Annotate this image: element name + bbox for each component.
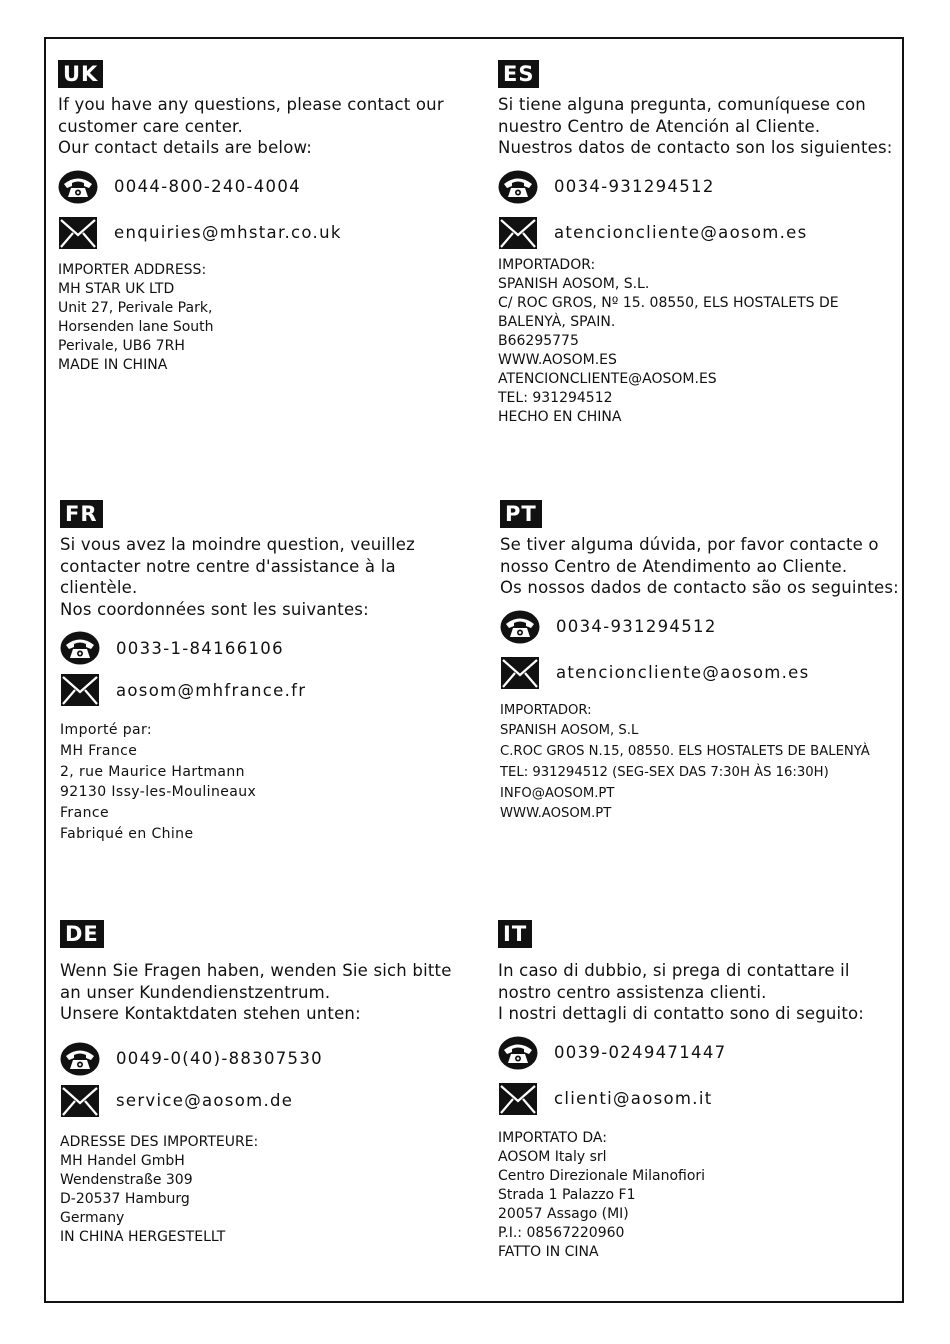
section-uk xyxy=(58,60,468,375)
envelope-icon xyxy=(498,1081,538,1117)
section-pt xyxy=(500,500,910,825)
email-row-fr xyxy=(60,672,470,708)
country-badge-de: DE xyxy=(60,920,104,948)
phone-number-it[interactable]: 0039-0249471447 xyxy=(554,1043,727,1062)
importer-address-it: IMPORTATO DA: AOSOM Italy srl Centro Direzionale Milanofiori Strada 1 Palazzo F1 20057 Assago (MI) P.I.: 08567220960 FATTO IN CINA xyxy=(498,1129,706,1260)
phone-number-fr[interactable]: 0033-1-84166106 xyxy=(116,638,284,658)
email-address-uk[interactable]: enquiries@mhstar.co.uk xyxy=(114,223,342,242)
phone-row-it xyxy=(498,1035,908,1071)
phone-number-pt[interactable]: 0034-931294512 xyxy=(556,617,717,636)
section-es xyxy=(498,60,908,427)
intro-text-it: In caso di dubbio, si prega di contattare il nostro centro assistenza clienti. I nostri dettagli di contatto sono di seguito: xyxy=(498,961,865,1023)
intro-text-es: Si tiene alguna pregunta, comuníquese con nuestro Centro de Atención al Cliente. Nuestros datos de contacto son los siguientes: xyxy=(498,95,893,157)
intro-text-pt: Se tiver alguma dúvida, por favor contacte o nosso Centro de Atendimento ao Cliente. Os nossos dados de contacto são os seguintes: xyxy=(500,535,899,597)
importer-address-uk: IMPORTER ADDRESS: MH STAR UK LTD Unit 27, Perivale Park, Horsenden lane South Perivale, UB6 7RH MADE IN CHINA xyxy=(58,261,214,373)
phone-row-pt xyxy=(500,609,910,645)
country-badge-pt: PT xyxy=(500,500,542,528)
phone-number-de[interactable]: 0049-0(40)-88307530 xyxy=(116,1049,323,1068)
envelope-icon xyxy=(60,672,100,708)
envelope-icon xyxy=(60,1083,100,1119)
telephone-icon xyxy=(498,169,538,205)
envelope-icon xyxy=(58,215,98,251)
email-address-pt[interactable]: atencioncliente@aosom.es xyxy=(556,663,810,682)
envelope-icon xyxy=(498,215,538,251)
email-row-es xyxy=(498,215,908,251)
envelope-icon xyxy=(500,655,540,691)
phone-row-es xyxy=(498,169,908,205)
phone-row-fr xyxy=(60,630,470,666)
email-address-es[interactable]: atencioncliente@aosom.es xyxy=(554,223,808,242)
telephone-icon xyxy=(60,1041,100,1077)
importer-address-es: IMPORTADOR: SPANISH AOSOM, S.L. C/ ROC GROS, Nº 15. 08550, ELS HOSTALETS DE BALENYÀ, SPAIN. B66295775 WWW.AOSOM.ES ATENCIONCLIENTE@AOSOM.ES TEL: 931294512 HECHO EN CHINA xyxy=(498,256,839,425)
telephone-icon xyxy=(498,1035,538,1071)
telephone-icon xyxy=(60,630,100,666)
phone-number-es[interactable]: 0034-931294512 xyxy=(554,177,715,196)
section-fr xyxy=(60,500,470,845)
email-address-it[interactable]: clienti@aosom.it xyxy=(554,1089,713,1108)
phone-row-de xyxy=(60,1041,470,1077)
importer-address-de: ADRESSE DES IMPORTEURE: MH Handel GmbH Wendenstraße 309 D-20537 Hamburg Germany IN CHINA HERGESTELLT xyxy=(60,1133,259,1245)
email-row-de xyxy=(60,1083,470,1119)
country-badge-uk: UK xyxy=(58,60,103,88)
country-badge-es: ES xyxy=(498,60,539,88)
importer-address-fr: Importé par: MH France 2, rue Maurice Hartmann 92130 Issy-les-Moulineaux France Fabriqué en Chine xyxy=(60,722,257,842)
email-row-pt xyxy=(500,655,910,691)
importer-address-pt: IMPORTADOR: SPANISH AOSOM, S.L C.ROC GROS N.15, 08550. ELS HOSTALETS DE BALENYÀ TEL: 931294512 (SEG-SEX DAS 7:30H ÀS 16:30H) INFO@AOSOM.PT WWW.AOSOM.PT xyxy=(500,702,870,822)
phone-row-uk xyxy=(58,169,468,205)
intro-text-de: Wenn Sie Fragen haben, wenden Sie sich bitte an unser Kundendienstzentrum. Unsere Kontaktdaten stehen unten: xyxy=(60,961,452,1023)
email-address-fr[interactable]: aosom@mhfrance.fr xyxy=(116,680,307,700)
email-row-uk xyxy=(58,215,468,251)
intro-text-uk: If you have any questions, please contact our customer care center. Our contact details are below: xyxy=(58,95,444,157)
phone-number-uk[interactable]: 0044-800-240-4004 xyxy=(114,177,301,196)
section-it xyxy=(498,920,908,1262)
country-badge-fr: FR xyxy=(60,500,103,528)
telephone-icon xyxy=(500,609,540,645)
email-row-it xyxy=(498,1081,908,1117)
intro-text-fr: Si vous avez la moindre question, veuillez contacter notre centre d'assistance à la clientèle. Nos coordonnées sont les suivantes: xyxy=(60,535,415,619)
telephone-icon xyxy=(58,169,98,205)
country-badge-it: IT xyxy=(498,920,532,948)
email-address-de[interactable]: service@aosom.de xyxy=(116,1091,294,1110)
section-de xyxy=(60,920,470,1247)
